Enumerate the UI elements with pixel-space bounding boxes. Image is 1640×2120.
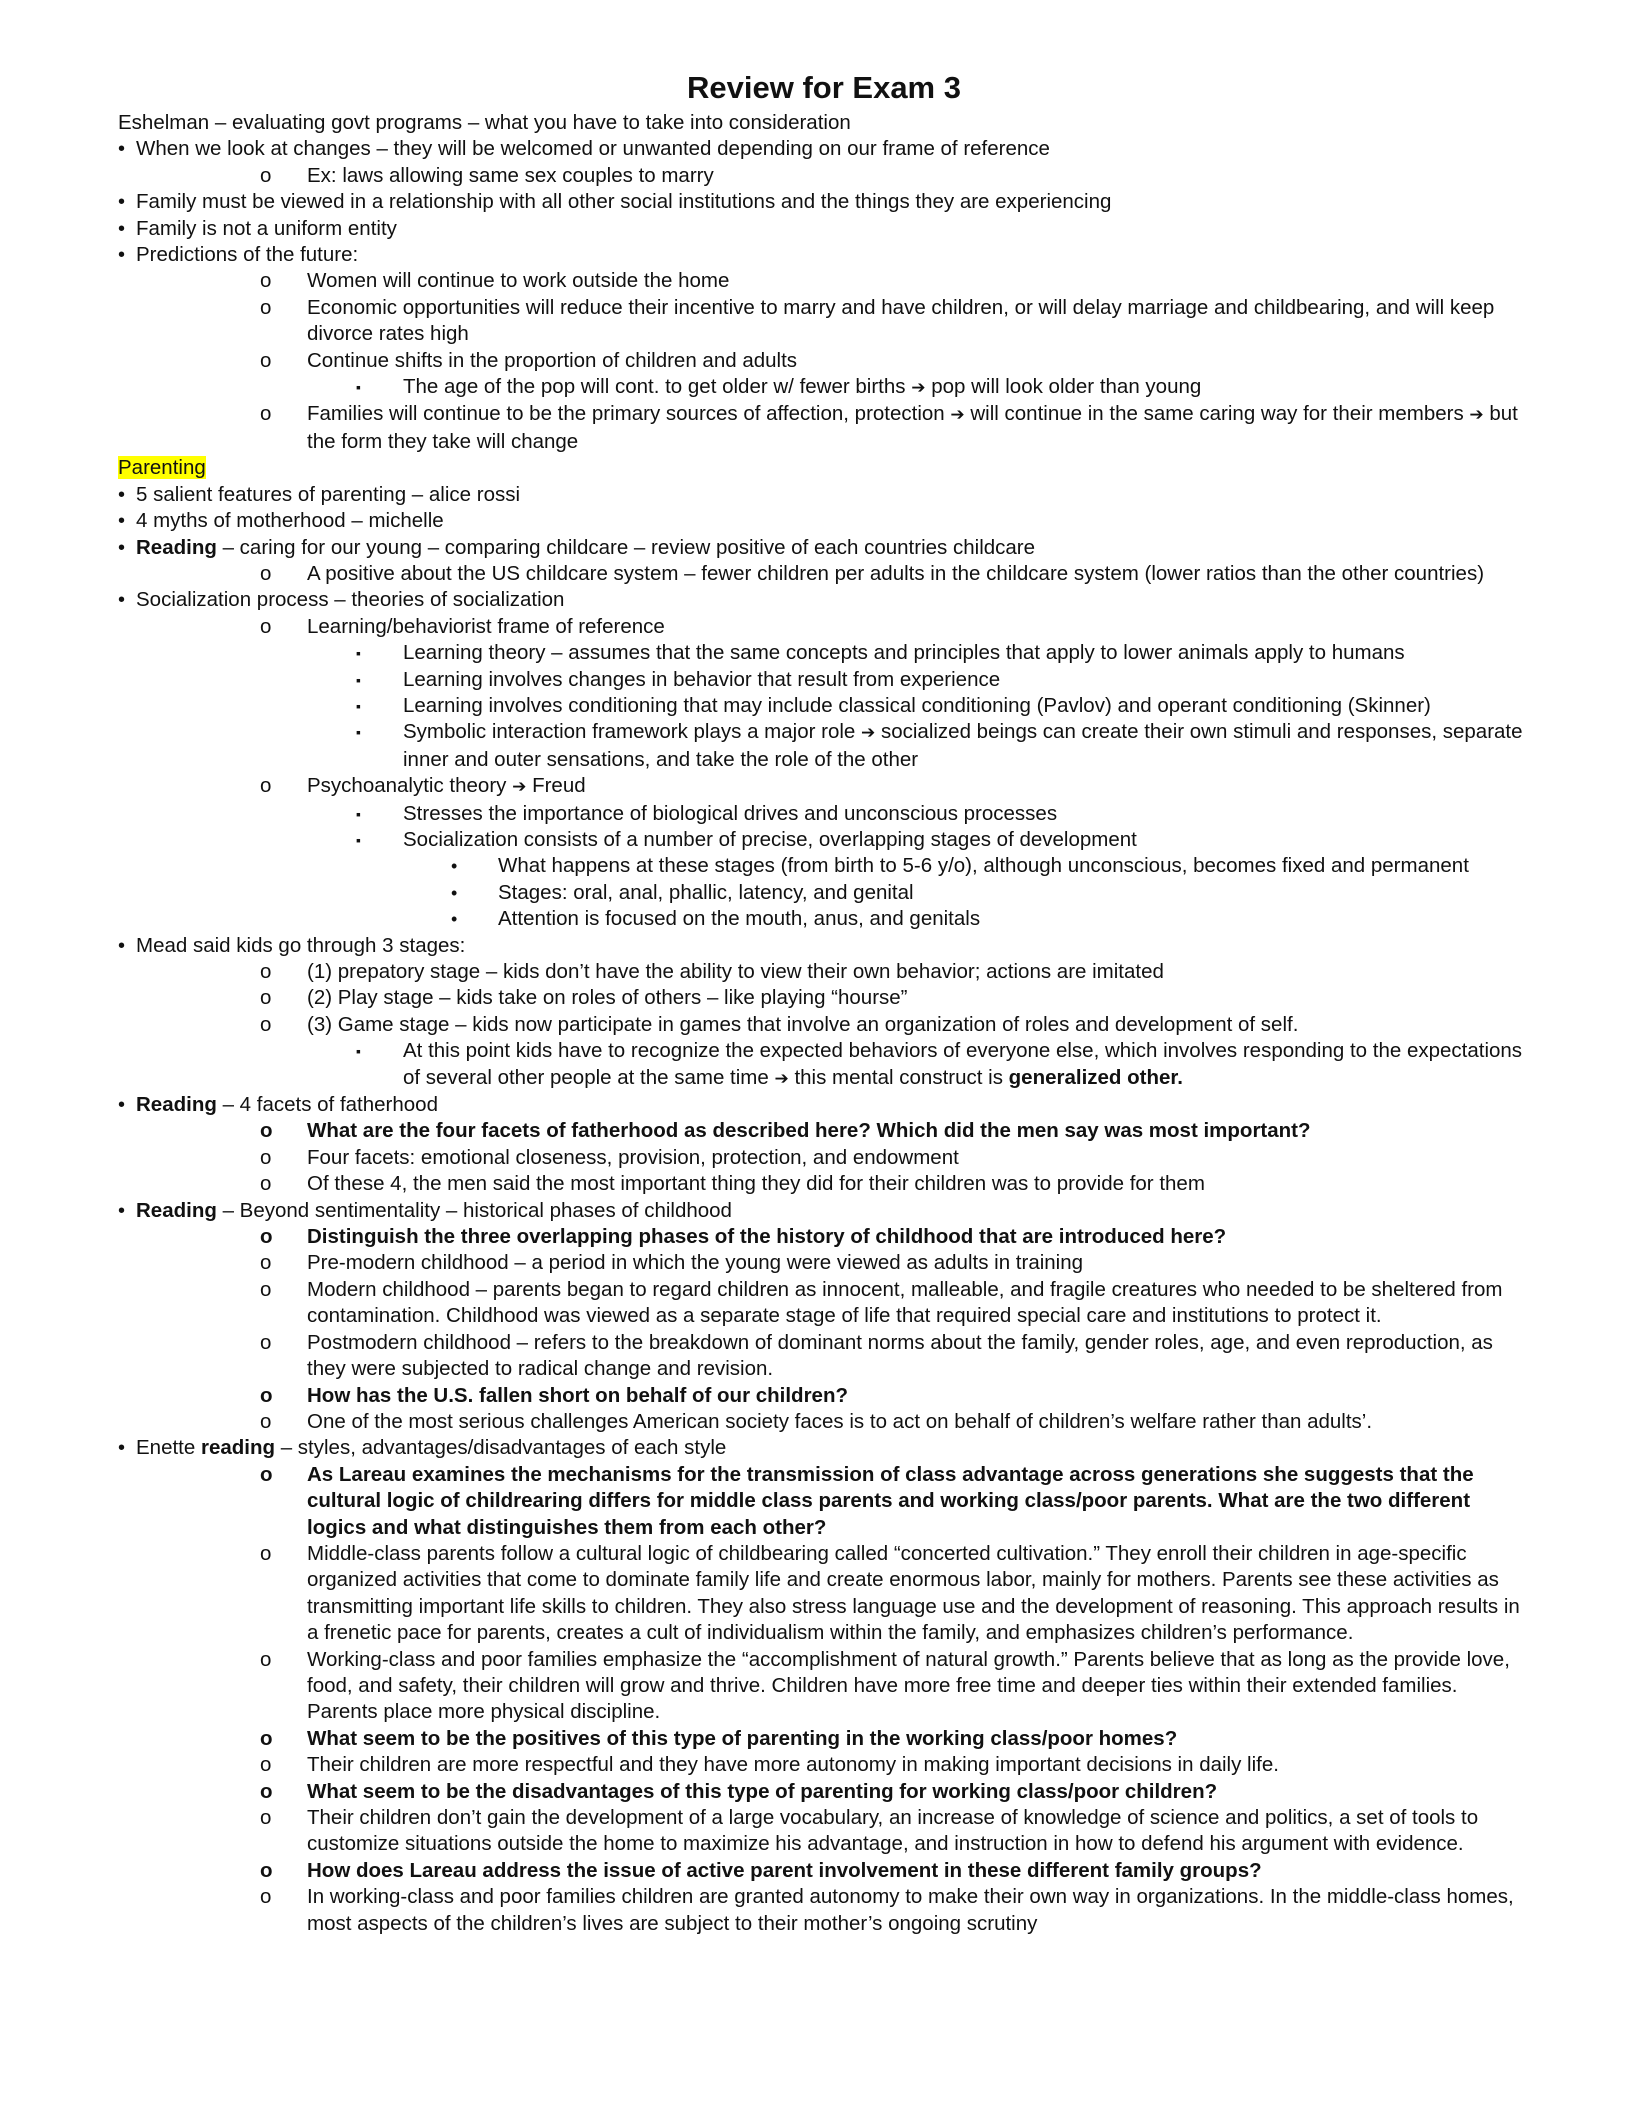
list-item: o Economic opportunities will reduce their incentive to marry and have children, or will delay marriage and childbearing, and will keep divorce rates high (260, 295, 1495, 346)
circle-bullet-icon: o (260, 1541, 272, 1565)
list-item: o Modern childhood – parents began to regard children as innocent, malleable, and fragile creatures who needed to be sheltered from contamination. Childhood was viewed as a separate stage of life that required special care and institutions to protect it. (260, 1277, 1503, 1328)
list-item: • Family must be viewed in a relationship with all other social institutions and the things they are experiencing (118, 189, 1530, 215)
circle-bullet-icon: o (260, 960, 272, 983)
list-item: o Ex: laws allowing same sex couples to marry (118, 163, 1530, 189)
list-item: ▪ The age of the pop will cont. to get older w/ fewer births ➔ pop will look older than young (118, 374, 1530, 401)
list-item: • What happens at these stages (from birth to 5-6 y/o), although unconscious, becomes fixed and permanent (118, 853, 1530, 879)
square-bullet-icon: ▪ (356, 645, 361, 662)
list-item: o Working-class and poor families emphasize the “accomplishment of natural growth.” Parents believe that as long as the provide love, food, and safety, their children will grow and thrive. Children have more free time and deeper ties within their extended families. Parents place more physical discipline. (260, 1647, 1510, 1724)
circle-bullet-icon: o (260, 1277, 272, 1301)
list-item: o (2) Play stage – kids take on roles of others – like playing “hourse” (118, 985, 1530, 1011)
circle-bullet-icon: o (260, 1119, 273, 1143)
circle-bullet-icon: o (260, 986, 272, 1010)
square-bullet-icon: ▪ (356, 831, 361, 848)
circle-bullet-icon: o (260, 1330, 272, 1354)
list-item: ▪ Symbolic interaction framework plays a major role ➔ socialized beings can create their own stimuli and responses, separate inner and outer sensations, and take the role of the other (356, 720, 1523, 771)
circle-bullet-icon: o (260, 1225, 273, 1249)
list-item: o Learning/behaviorist frame of reference (118, 614, 1530, 640)
section-heading-parenting: Parenting (118, 456, 206, 480)
circle-bullet-icon: o (260, 269, 272, 293)
list-item: • Reading – Beyond sentimentality – historical phases of childhood (118, 1198, 1530, 1224)
circle-bullet-icon: o (260, 774, 272, 798)
list-item: • Reading – caring for our young – comparing childcare – review positive of each countries childcare (118, 535, 1530, 561)
list-item: o Of these 4, the men said the most important thing they did for their children was to provide for them (118, 1171, 1530, 1197)
list-item: o Continue shifts in the proportion of children and adults (118, 348, 1530, 374)
page-title: Review for Exam 3 (687, 70, 961, 105)
bullet-icon: • (118, 138, 126, 161)
list-item: o Families will continue to be the primary sources of affection, protection ➔ will continue in the same caring way for their members ➔ but the form they take will change (260, 402, 1518, 453)
square-bullet-icon: ▪ (356, 379, 361, 396)
circle-bullet-icon: o (260, 1779, 273, 1803)
list-item: ▪ Learning theory – assumes that the same concepts and principles that apply to lower animals apply to humans (118, 640, 1530, 666)
square-bullet-icon: ▪ (356, 805, 361, 822)
list-item: o Psychoanalytic theory ➔ Freud (118, 773, 1530, 800)
list-item: • Mead said kids go through 3 stages: (118, 933, 1530, 959)
list-item: • When we look at changes – they will be welcomed or unwanted depending on our frame of reference (118, 136, 1530, 162)
section-1-list (118, 136, 1530, 455)
list-item: • 4 myths of motherhood – michelle (118, 508, 1530, 534)
list-item: o As Lareau examines the mechanisms for the transmission of class advantage across generations she suggests that the cultural logic of childrearing differs for middle class parents and working class/poor parents. What are the two different logics and what distinguishes them from each other? (260, 1462, 1474, 1539)
list-item: ▪ Learning involves changes in behavior that result from experience (118, 667, 1530, 693)
intro-line: Eshelman – evaluating govt programs – what you have to take into consideration (118, 111, 851, 134)
circle-bullet-icon: o (260, 1172, 272, 1196)
section-2-list (118, 482, 1530, 1937)
square-bullet-icon: ▪ (356, 724, 361, 741)
list-item: o What are the four facets of fatherhood as described here? Which did the men say was most important? (118, 1118, 1530, 1144)
circle-bullet-icon: o (260, 1383, 273, 1407)
circle-bullet-icon: o (260, 1251, 272, 1275)
list-item: • 5 salient features of parenting – alice rossi (118, 482, 1530, 508)
arrow-right-icon: ➔ (950, 405, 965, 426)
arrow-right-icon: ➔ (911, 378, 926, 399)
list-item: o How does Lareau address the issue of active parent involvement in these different family groups? (118, 1858, 1530, 1884)
square-bullet-icon: ▪ (356, 697, 361, 714)
list-item: o (1) prepatory stage – kids don’t have the ability to view their own behavior; actions are imitated (118, 959, 1530, 985)
bullet-icon: • (118, 1437, 126, 1460)
list-item: • Attention is focused on the mouth, anus, and genitals (118, 906, 1530, 932)
square-bullet-icon: ▪ (356, 671, 361, 688)
bullet-icon: • (118, 244, 126, 267)
list-item: ▪ Learning involves conditioning that may include classical conditioning (Pavlov) and operant conditioning (Skinner) (118, 693, 1530, 719)
circle-bullet-icon: o (260, 561, 272, 585)
list-item: o One of the most serious challenges American society faces is to act on behalf of children’s welfare rather than adults’. (118, 1409, 1530, 1435)
circle-bullet-icon: o (260, 614, 272, 638)
circle-bullet-icon: o (260, 402, 272, 426)
circle-bullet-icon: o (260, 1806, 272, 1829)
list-item: o What seem to be the positives of this type of parenting in the working class/poor homes? (118, 1726, 1530, 1752)
circle-bullet-icon: o (260, 1409, 272, 1433)
arrow-right-icon: ➔ (1469, 405, 1484, 426)
bullet-icon: • (118, 217, 126, 240)
circle-bullet-icon: o (260, 1145, 272, 1169)
bullet-icon: • (451, 882, 458, 903)
list-item: o What seem to be the disadvantages of this type of parenting for working class/poor children? (118, 1779, 1530, 1805)
bullet-icon: • (118, 483, 126, 506)
circle-bullet-icon: o (260, 1726, 273, 1750)
list-item: o Postmodern childhood – refers to the breakdown of dominant norms about the family, gender roles, age, and even reproduction, as they were subjected to radical change and revision. (260, 1330, 1493, 1381)
list-item: ▪ Socialization consists of a number of precise, overlapping stages of development (118, 827, 1530, 853)
arrow-right-icon: ➔ (861, 723, 876, 744)
circle-bullet-icon: o (260, 1753, 272, 1777)
bullet-icon: • (118, 1199, 126, 1222)
list-item: • Reading – 4 facets of fatherhood (118, 1092, 1530, 1118)
list-item: • Socialization process – theories of socialization (118, 587, 1530, 613)
bullet-icon: • (451, 856, 458, 877)
list-item: • Family is not a uniform entity (118, 216, 1530, 242)
circle-bullet-icon: o (260, 1462, 273, 1486)
bullet-icon: • (118, 536, 126, 559)
list-item: o Distinguish the three overlapping phases of the history of childhood that are introduced here? (118, 1224, 1530, 1250)
circle-bullet-icon: o (260, 1858, 273, 1882)
arrow-right-icon: ➔ (774, 1068, 789, 1089)
circle-bullet-icon: o (260, 163, 272, 187)
list-item: o How has the U.S. fallen short on behalf of our children? (118, 1383, 1530, 1409)
list-item: o Their children don’t gain the development of a large vocabulary, an increase of knowledge of science and politics, a set of tools to customize situations outside the home to maximize his advantage, and instruction in how to defend his argument with evidence. (260, 1806, 1479, 1856)
list-item: o Women will continue to work outside the home (118, 268, 1530, 294)
list-item: • Stages: oral, anal, phallic, latency, and genital (118, 880, 1530, 906)
list-item: • Predictions of the future: (118, 242, 1530, 268)
list-item: • Enette reading – styles, advantages/disadvantages of each style (118, 1435, 1530, 1461)
circle-bullet-icon: o (260, 295, 272, 319)
list-item: o Four facets: emotional closeness, provision, protection, and endowment (118, 1145, 1530, 1171)
bullet-icon: • (118, 589, 126, 612)
bullet-icon: • (118, 510, 126, 533)
bullet-icon: • (118, 191, 126, 214)
circle-bullet-icon: o (260, 1647, 272, 1671)
circle-bullet-icon: o (260, 348, 272, 372)
bullet-icon: • (451, 909, 458, 930)
list-item: o Middle-class parents follow a cultural logic of childbearing called “concerted cultivation.” They enroll their children in age-specific organized activities that come to dominate family life and create enormous labor, mainly for mothers. Parents see these activities as transmitting important life skills to children. They also stress language use and the development of reasoning. This approach results in a frenetic pace for parents, creates a cult of individualism within the family, and emphasizes children’s performance. (260, 1541, 1520, 1645)
list-item: ▪ Stresses the importance of biological drives and unconscious processes (118, 801, 1530, 827)
arrow-right-icon: ➔ (512, 777, 527, 798)
list-item: ▪ At this point kids have to recognize the expected behaviors of everyone else, which involves responding to the expectations of several other people at the same time ➔ this mental construct is generalized other. (356, 1039, 1523, 1089)
circle-bullet-icon: o (260, 1012, 272, 1036)
list-item: o Their children are more respectful and they have more autonomy in making important decisions in daily life. (118, 1752, 1530, 1778)
square-bullet-icon: ▪ (356, 1043, 361, 1060)
circle-bullet-icon: o (260, 1885, 272, 1909)
list-item: o In working-class and poor families children are granted autonomy to make their own way in organizations. In the middle-class homes, most aspects of the children’s lives are subject to their mother’s ongoing scrutiny (260, 1885, 1514, 1935)
bullet-icon: • (118, 934, 126, 957)
list-item: o (3) Game stage – kids now participate in games that involve an organization of roles and development of self. (118, 1012, 1530, 1038)
list-item: o A positive about the US childcare system – fewer children per adults in the childcare system (lower ratios than the other countries) (118, 561, 1530, 587)
bullet-icon: • (118, 1094, 126, 1117)
list-item: o Pre-modern childhood – a period in which the young were viewed as adults in training (118, 1250, 1530, 1276)
